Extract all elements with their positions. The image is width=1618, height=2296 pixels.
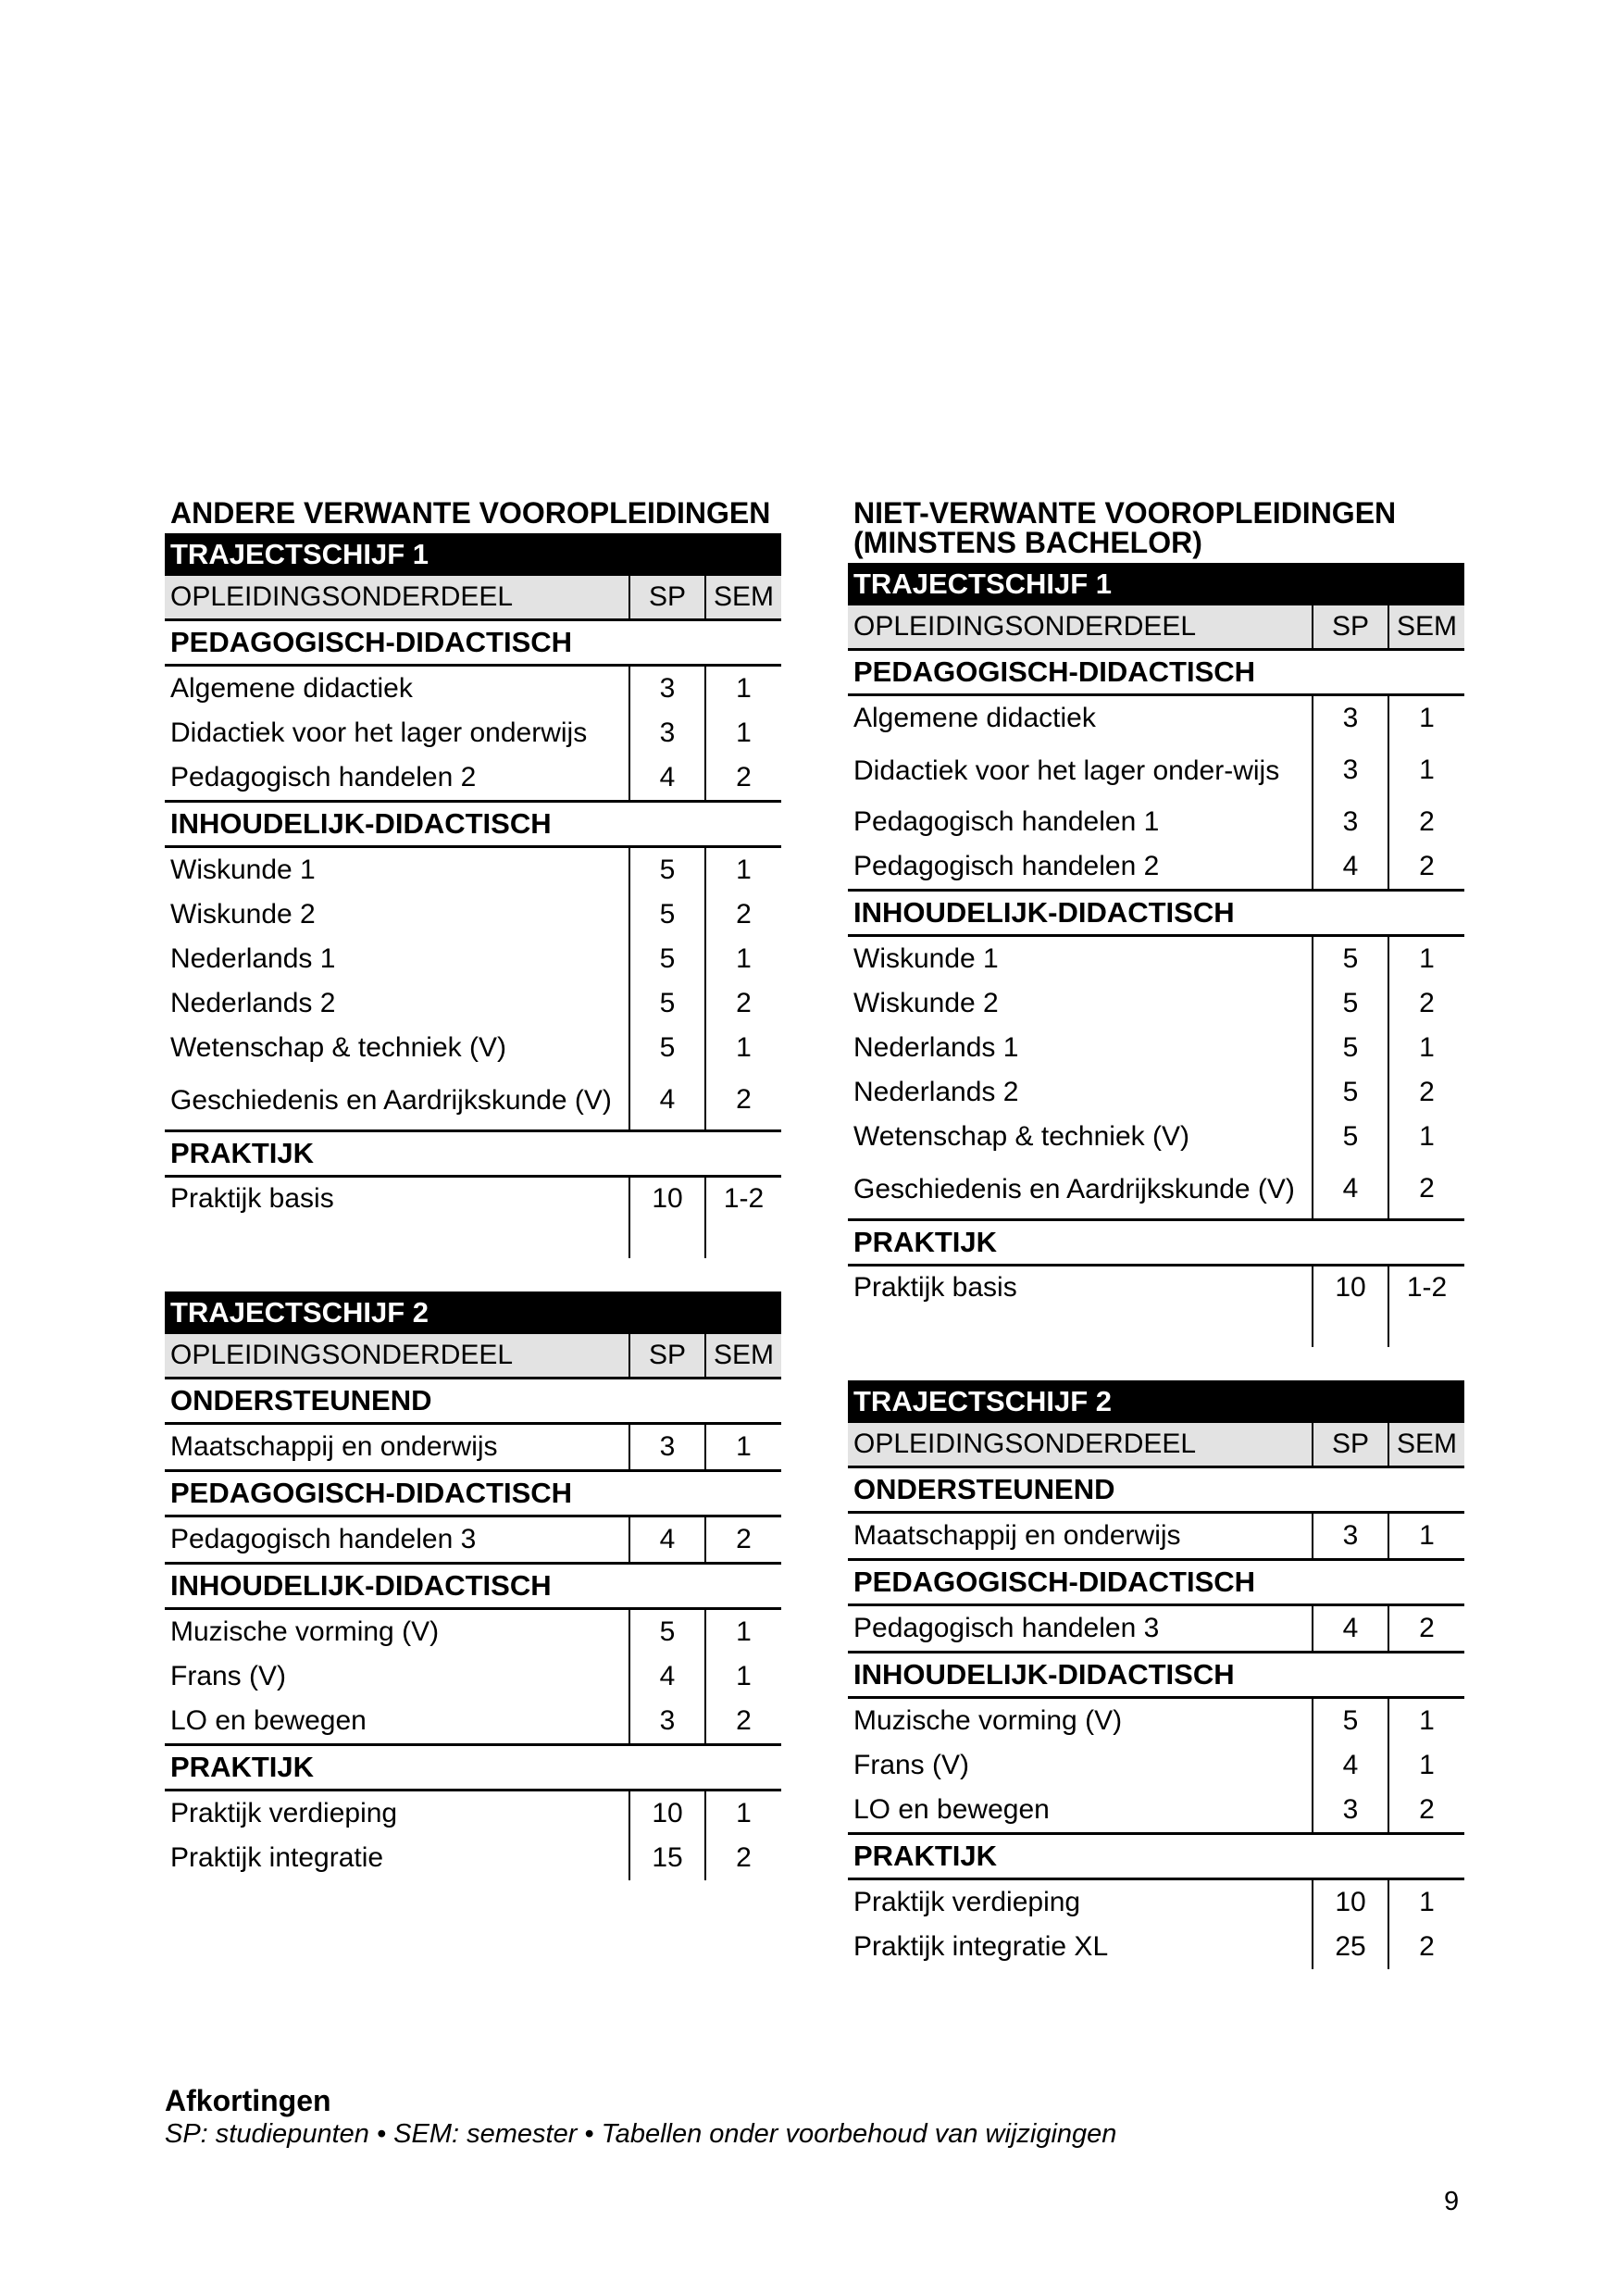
- course-sp: 3: [1313, 1513, 1388, 1560]
- section-title: PEDAGOGISCH-DIDACTISCH: [848, 1560, 1464, 1605]
- course-sp: 4: [629, 1516, 705, 1564]
- course-name: Praktijk verdieping: [853, 1887, 1081, 1917]
- course-sem: 1: [705, 711, 781, 755]
- header-course: OPLEIDINGSONDERDEEL: [165, 576, 629, 620]
- header-course: OPLEIDINGSONDERDEEL: [848, 1423, 1313, 1467]
- table-row: [848, 936, 1464, 982]
- table-row: [165, 1791, 781, 1837]
- table-row: [848, 1026, 1464, 1070]
- table-row: [848, 695, 1464, 742]
- course-name: Pedagogisch handelen 1: [853, 806, 1160, 837]
- tables: [848, 563, 1464, 1969]
- table-row: [848, 800, 1464, 844]
- header-sp: SP: [629, 1334, 705, 1379]
- right-column: [848, 498, 1464, 1969]
- footer-title: Afkortingen: [165, 2084, 331, 2117]
- course-sp: 5: [629, 1609, 705, 1655]
- course-name: Pedagogisch handelen 2: [848, 844, 1313, 891]
- table-row: [848, 1115, 1464, 1159]
- course-sem: 2: [705, 1070, 781, 1131]
- course-name: Pedagogisch handelen 3: [165, 1516, 629, 1564]
- section-title: PEDAGOGISCH-DIDACTISCH: [848, 650, 1464, 695]
- course-sp: 5: [629, 847, 705, 893]
- section-title: PRAKTIJK: [848, 1220, 1464, 1266]
- course-name: Pedagogisch handelen 2: [165, 755, 629, 802]
- course-name: Muzische vorming (V): [853, 1705, 1123, 1736]
- course-sp: 5: [629, 1026, 705, 1070]
- header-sp: SP: [629, 576, 705, 620]
- curriculum-table: [165, 533, 781, 1258]
- course-sem: 1-2: [705, 1177, 781, 1259]
- section-header-row: [165, 620, 781, 666]
- block-title-row: [848, 1380, 1464, 1423]
- table-row: [848, 1698, 1464, 1744]
- curriculum-table: [165, 1292, 781, 1880]
- course-sp: 5: [629, 981, 705, 1026]
- course-name: Muzische vorming (V): [170, 1616, 440, 1647]
- block-title: TRAJECTSCHIJF 2: [165, 1292, 781, 1334]
- course-sem: 1: [1388, 1698, 1464, 1744]
- course-sem: 1-2: [1388, 1266, 1464, 1348]
- course-sp: 4: [629, 1070, 705, 1131]
- table-row: [165, 1699, 781, 1745]
- course-sem: 2: [705, 892, 781, 937]
- table-row: [848, 1159, 1464, 1220]
- table-row: [165, 1609, 781, 1655]
- section-title: PRAKTIJK: [165, 1131, 781, 1177]
- course-sem: 1: [705, 847, 781, 893]
- course-sem: 2: [1388, 1605, 1464, 1653]
- block-gap: [848, 1347, 1464, 1380]
- course-sem: 1: [1388, 1743, 1464, 1788]
- section-header-row: [165, 1379, 781, 1424]
- course-sp: 3: [629, 666, 705, 712]
- course-sp: 3: [629, 711, 705, 755]
- section-title: INHOUDELIJK-DIDACTISCH: [165, 802, 781, 847]
- course-sem: 1: [705, 1424, 781, 1471]
- course-name: Didactiek voor het lager onderwijs: [170, 718, 588, 748]
- section-title: INHOUDELIJK-DIDACTISCH: [165, 1564, 781, 1609]
- section-title: PRAKTIJK: [848, 1834, 1464, 1879]
- course-sem: 2: [1388, 981, 1464, 1026]
- course-name: Wetenschap & techniek (V): [853, 1121, 1189, 1152]
- course-sp: 4: [1313, 844, 1388, 891]
- section-header-row: [848, 1653, 1464, 1698]
- block-title: TRAJECTSCHIJF 1: [165, 533, 781, 576]
- course-name: Nederlands 1: [170, 943, 336, 974]
- course-sem: 2: [705, 1516, 781, 1564]
- table-row: [165, 1516, 781, 1564]
- course-sp: 15: [629, 1836, 705, 1880]
- course-sem: 2: [1388, 1070, 1464, 1115]
- course-name: Wiskunde 2: [853, 988, 999, 1018]
- course-sem: 1: [1388, 1026, 1464, 1070]
- course-sem: 1: [1388, 1879, 1464, 1926]
- section-header-row: [848, 1220, 1464, 1266]
- block-gap: [165, 1258, 781, 1292]
- course-sp: 10: [629, 1177, 705, 1259]
- section-header-row: [848, 1834, 1464, 1879]
- column-header-row: [165, 576, 781, 620]
- course-sem: 2: [705, 755, 781, 802]
- section-header-row: [848, 1467, 1464, 1513]
- curriculum-table: [848, 563, 1464, 1347]
- section-title: ONDERSTEUNEND: [848, 1467, 1464, 1513]
- table-row: [165, 981, 781, 1026]
- section-header-row: [848, 1560, 1464, 1605]
- header-sem: SEM: [705, 1334, 781, 1379]
- course-name: Nederlands 2: [170, 988, 336, 1018]
- table-row: [165, 1070, 781, 1131]
- course-name: Geschiedenis en Aardrijkskunde (V): [848, 1159, 1313, 1220]
- course-sp: 4: [1313, 1159, 1388, 1220]
- course-name: Praktijk basis: [170, 1183, 334, 1214]
- course-name: Praktijk integratie XL: [853, 1931, 1109, 1962]
- course-sp: 5: [1313, 1026, 1388, 1070]
- course-sp: 4: [629, 1654, 705, 1699]
- course-sem: 1: [705, 666, 781, 712]
- course-sem: 1: [705, 937, 781, 981]
- course-name: Praktijk integratie: [170, 1842, 384, 1873]
- course-sem: 2: [1388, 800, 1464, 844]
- course-sp: 10: [1313, 1879, 1388, 1926]
- course-name: Nederlands 1: [853, 1032, 1019, 1063]
- table-row: [848, 1925, 1464, 1969]
- course-name: Praktijk verdieping: [170, 1798, 398, 1828]
- course-sp: 10: [629, 1791, 705, 1837]
- course-sp: 3: [1313, 1788, 1388, 1834]
- course-sp: 5: [629, 892, 705, 937]
- course-sem: 1: [1388, 695, 1464, 742]
- column-header-row: [848, 605, 1464, 650]
- table-row: [165, 755, 781, 802]
- course-name: Maatschappij en onderwijs: [848, 1513, 1313, 1560]
- section-header-row: [165, 802, 781, 847]
- course-sem: 2: [1388, 1159, 1464, 1220]
- table-row: [165, 711, 781, 755]
- table-row: [165, 1424, 781, 1471]
- course-name: Pedagogisch handelen 3: [848, 1605, 1313, 1653]
- course-sem: 2: [1388, 844, 1464, 891]
- course-sem: 2: [705, 1836, 781, 1880]
- course-name: Praktijk basis: [853, 1272, 1017, 1303]
- header-course: OPLEIDINGSONDERDEEL: [165, 1334, 629, 1379]
- table-row: [848, 1070, 1464, 1115]
- abbreviations-footer: [165, 2083, 1116, 2150]
- course-name: Wiskunde 1: [853, 943, 999, 974]
- section-header-row: [848, 650, 1464, 695]
- section-title: PRAKTIJK: [165, 1745, 781, 1791]
- section-header-row: [165, 1471, 781, 1516]
- course-name: LO en bewegen: [848, 1788, 1313, 1834]
- table-row: [165, 1177, 781, 1259]
- left-column: [165, 498, 781, 1880]
- section-header-row: [165, 1564, 781, 1609]
- block-title-row: [165, 533, 781, 576]
- course-sem: 2: [705, 1699, 781, 1745]
- table-row: [848, 1605, 1464, 1653]
- block-title-row: [165, 1292, 781, 1334]
- course-sp: 10: [1313, 1266, 1388, 1348]
- header-sem: SEM: [1388, 1423, 1464, 1467]
- block-title: TRAJECTSCHIJF 2: [848, 1380, 1464, 1423]
- course-name: Maatschappij en onderwijs: [165, 1424, 629, 1471]
- column-header-row: [165, 1334, 781, 1379]
- table-row: [848, 1743, 1464, 1788]
- course-sp: 3: [1313, 800, 1388, 844]
- table-row: [848, 1513, 1464, 1560]
- header-course: OPLEIDINGSONDERDEEL: [848, 605, 1313, 650]
- course-sp: 3: [1313, 695, 1388, 742]
- course-name: Frans (V): [170, 1661, 287, 1691]
- section-header-row: [165, 1131, 781, 1177]
- course-sp: 3: [629, 1424, 705, 1471]
- section-title: INHOUDELIJK-DIDACTISCH: [848, 1653, 1464, 1698]
- course-name: Wiskunde 1: [170, 855, 316, 885]
- column-title: ANDERE VERWANTE VOOROPLEIDINGEN: [170, 496, 771, 530]
- table-row: [165, 1836, 781, 1880]
- course-name: Frans (V): [853, 1750, 970, 1780]
- block-title: TRAJECTSCHIJF 1: [848, 563, 1464, 605]
- course-sp: 5: [1313, 1115, 1388, 1159]
- table-row: [165, 847, 781, 893]
- course-sp: 4: [1313, 1605, 1388, 1653]
- course-sem: 1: [705, 1026, 781, 1070]
- table-row: [165, 937, 781, 981]
- course-name: Algemene didactiek: [853, 703, 1096, 733]
- course-sem: 1: [705, 1609, 781, 1655]
- table-row: [848, 741, 1464, 800]
- table-row: [165, 666, 781, 712]
- course-sem: 1: [1388, 1115, 1464, 1159]
- section-header-row: [848, 891, 1464, 936]
- tables: [165, 533, 781, 1880]
- table-row: [848, 1266, 1464, 1348]
- section-title: PEDAGOGISCH-DIDACTISCH: [165, 620, 781, 666]
- header-sp: SP: [1313, 1423, 1388, 1467]
- header-sp: SP: [1313, 605, 1388, 650]
- course-sem: 1: [705, 1791, 781, 1837]
- table-row: [848, 844, 1464, 891]
- course-name: LO en bewegen: [165, 1699, 629, 1745]
- block-title-row: [848, 563, 1464, 605]
- page-number: 9: [1444, 2187, 1460, 2216]
- course-sem: 1: [1388, 741, 1464, 800]
- course-sp: 3: [1313, 741, 1388, 800]
- footer-text: SP: studiepunten • SEM: semester • Tabellen onder voorbehoud van wijzigingen: [165, 2119, 1117, 2149]
- section-title: ONDERSTEUNEND: [165, 1379, 781, 1424]
- course-sp: 5: [1313, 1070, 1388, 1115]
- course-sp: 25: [1313, 1925, 1388, 1969]
- course-name: Didactiek voor het lager onder-wijs: [853, 755, 1280, 786]
- course-sem: 2: [1388, 1925, 1464, 1969]
- section-title: PEDAGOGISCH-DIDACTISCH: [165, 1471, 781, 1516]
- course-sp: 5: [1313, 1698, 1388, 1744]
- section-header-row: [165, 1745, 781, 1791]
- course-sem: 1: [705, 1654, 781, 1699]
- column-header-row: [848, 1423, 1464, 1467]
- table-row: [848, 1788, 1464, 1834]
- curriculum-table: [848, 1380, 1464, 1969]
- table-row: [165, 1026, 781, 1070]
- course-sp: 5: [629, 937, 705, 981]
- table-row: [165, 892, 781, 937]
- table-row: [848, 981, 1464, 1026]
- table-row: [848, 1879, 1464, 1926]
- course-sp: 5: [1313, 936, 1388, 982]
- course-name: Wiskunde 2: [170, 899, 316, 930]
- course-name: Nederlands 2: [853, 1077, 1019, 1107]
- table-row: [165, 1654, 781, 1699]
- course-sp: 5: [1313, 981, 1388, 1026]
- course-name: Wetenschap & techniek (V): [170, 1032, 506, 1063]
- course-name: Geschiedenis en Aardrijkskunde (V): [165, 1070, 629, 1131]
- course-sem: 2: [1388, 1788, 1464, 1834]
- course-sp: 4: [629, 755, 705, 802]
- course-sp: 4: [1313, 1743, 1388, 1788]
- section-title: INHOUDELIJK-DIDACTISCH: [848, 891, 1464, 936]
- course-name: Algemene didactiek: [170, 673, 413, 704]
- header-sem: SEM: [1388, 605, 1464, 650]
- course-sp: 3: [629, 1699, 705, 1745]
- header-sem: SEM: [705, 576, 781, 620]
- column-title: NIET-VERWANTE VOOROPLEIDINGEN (MINSTENS BACHELOR): [853, 496, 1397, 559]
- course-sem: 2: [705, 981, 781, 1026]
- course-sem: 1: [1388, 1513, 1464, 1560]
- course-sem: 1: [1388, 936, 1464, 982]
